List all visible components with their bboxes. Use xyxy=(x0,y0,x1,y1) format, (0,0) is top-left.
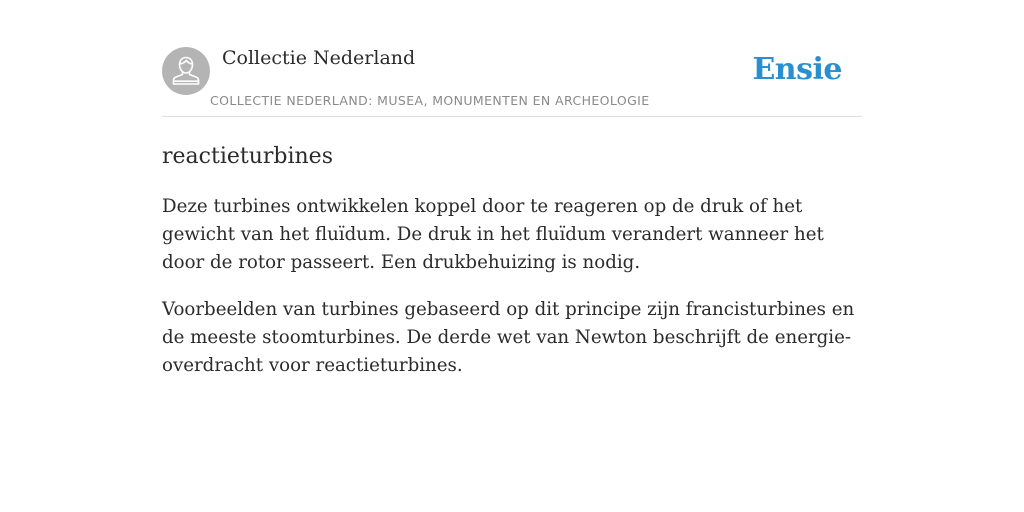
article-paragraph: Voorbeelden van turbines gebaseerd op dit principe zijn francisturbines en de meeste stoomturbines. De derde wet van Newton beschrijft de energie-overdracht voor reactieturbines. xyxy=(162,299,855,376)
article-header xyxy=(162,46,862,117)
author-avatar[interactable] xyxy=(162,47,210,95)
article-title: reactieturbines xyxy=(162,144,333,169)
ensie-logo[interactable]: Ensie xyxy=(752,52,842,87)
author-name[interactable]: Collectie Nederland xyxy=(222,47,416,69)
article-card xyxy=(162,46,862,380)
article-paragraph: Deze turbines ontwikkelen koppel door te reageren op de druk of het gewicht van het fluïdum. De druk in het fluïdum verandert wanneer het door de rotor passeert. Een drukbehuizing is nodig. xyxy=(162,196,824,273)
author-description: COLLECTIE NEDERLAND: MUSEA, MONUMENTEN EN ARCHEOLOGIE xyxy=(210,93,650,108)
user-avatar-icon xyxy=(162,47,210,95)
